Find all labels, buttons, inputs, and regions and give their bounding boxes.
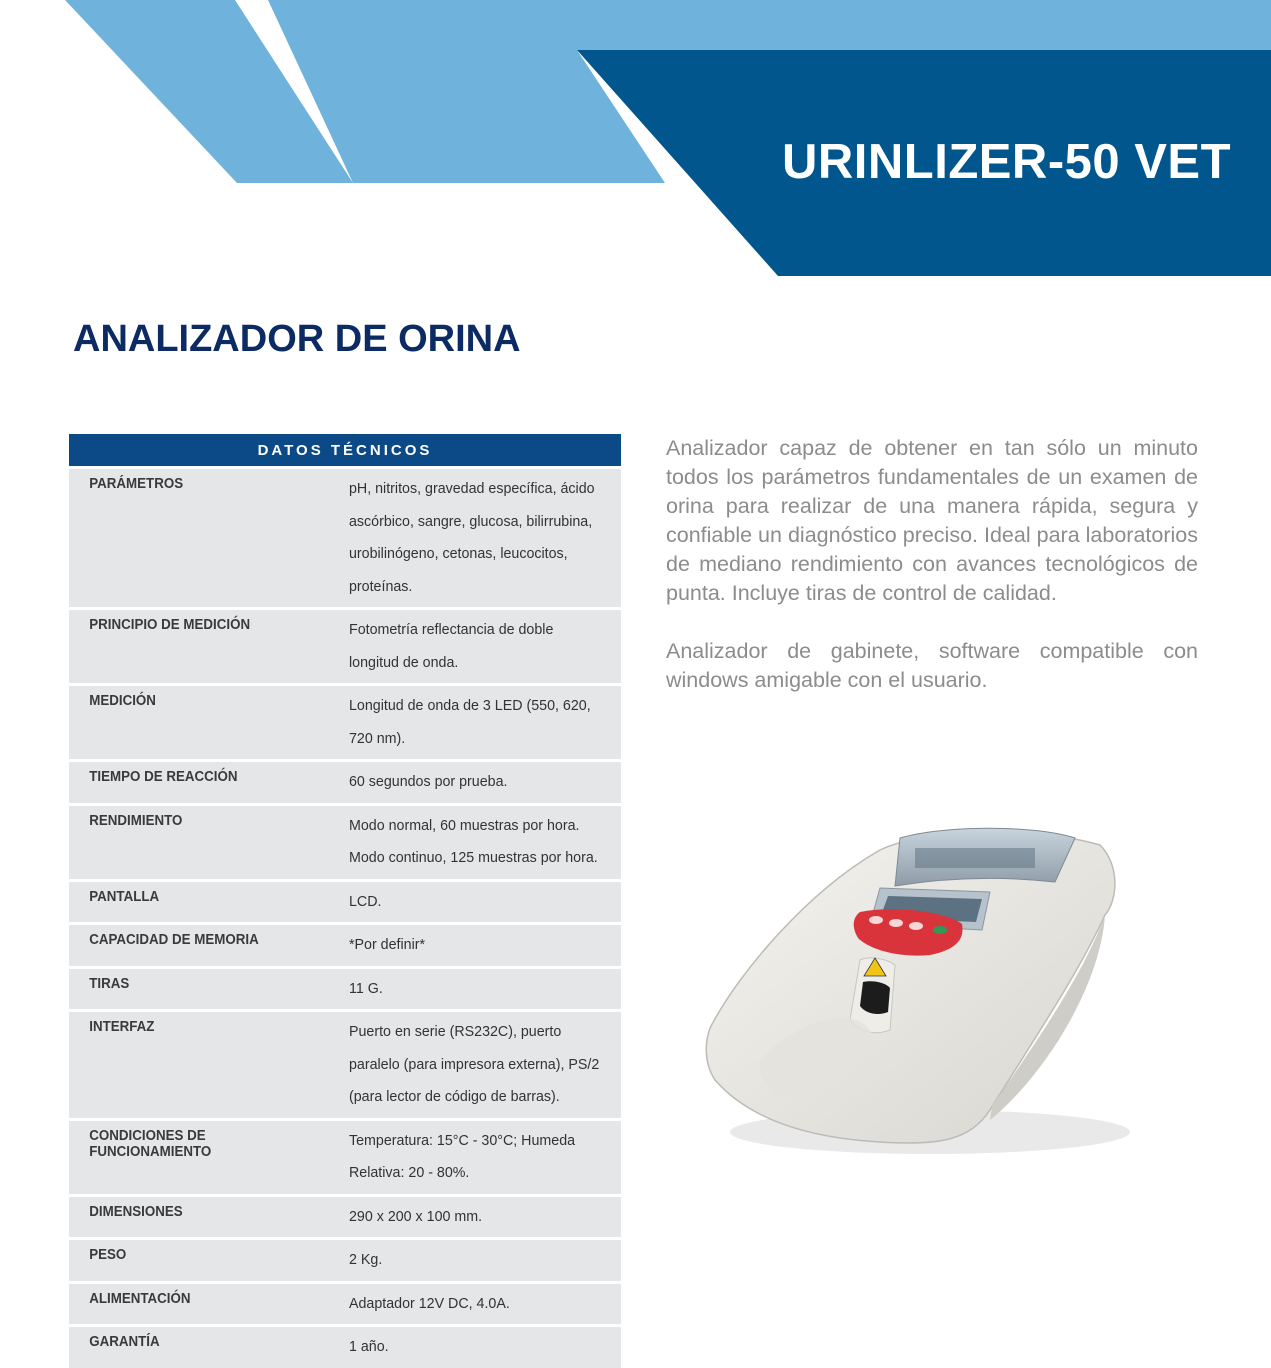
spec-value: [327, 882, 621, 923]
product-title: URINLIZER-50 VET: [782, 135, 1232, 189]
spec-row-interfaz: [69, 1012, 621, 1118]
spec-value-text: Fotometría reflectancia de doble longitud de onda.: [349, 621, 554, 671]
spec-label: TIRAS: [89, 975, 130, 992]
product-description: [666, 434, 1198, 724]
spec-value: [327, 1197, 621, 1238]
spec-value-text: Puerto en serie (RS232C), puerto paralelo (para impresora externa), PS/2 (para lector de código de barras).: [349, 1023, 600, 1105]
spec-label: INTERFAZ: [89, 1019, 155, 1035]
spec-value: [327, 469, 621, 607]
spec-value-text: LCD.: [349, 892, 382, 910]
spec-value: [327, 969, 621, 1010]
spec-value: [327, 1121, 621, 1194]
spec-row-peso: [69, 1240, 621, 1281]
spec-value-text: 2 Kg.: [349, 1251, 383, 1268]
spec-label: PARÁMETROS: [89, 476, 184, 492]
spec-value: [327, 686, 621, 759]
urinalyzer-device-image: [700, 820, 1130, 1160]
spec-value: [327, 806, 621, 879]
spec-row-tiempo: [69, 762, 621, 803]
spec-row-condiciones: [69, 1121, 621, 1194]
spec-value-text: 290 x 200 x 100 mm.: [349, 1207, 483, 1225]
spec-value: [327, 1327, 621, 1368]
spec-row-memoria: [69, 925, 621, 966]
spec-label: RENDIMIENTO: [89, 812, 183, 829]
spec-value: [327, 762, 621, 803]
spec-row-garantia: [69, 1327, 621, 1368]
spec-value-text: *Por definir*: [349, 936, 426, 953]
spec-label: CAPACIDAD DE MEMORIA: [89, 932, 259, 948]
spec-value-text: 11 G.: [349, 979, 383, 997]
spec-label: CONDICIONES DE FUNCIONAMIENTO: [89, 1127, 212, 1160]
description-paragraph: Analizador capaz de obtener en tan sólo un minuto todos los parámetros fundamentales de un examen de orina para realizar de una manera rápida, segura y confiable un diagnóstico preciso. Ideal para laboratorios de mediano rendimiento con avances tecnológicos de punta. Incluye tiras de control de calidad.: [666, 436, 1198, 605]
spec-label: GARANTÍA: [89, 1334, 160, 1350]
spec-label: MEDICIÓN: [89, 693, 156, 709]
spec-row-tiras: [69, 969, 621, 1010]
description-paragraph: Analizador de gabinete, software compatible con windows amigable con el usuario.: [666, 639, 1198, 692]
spec-label: DIMENSIONES: [89, 1203, 183, 1220]
spec-row-pantalla: [69, 882, 621, 923]
spec-row-rendimiento: [69, 806, 621, 879]
spec-label: PANTALLA: [89, 888, 160, 905]
spec-value: [327, 610, 621, 683]
specs-table: [69, 434, 621, 1368]
spec-row-dimensiones: [69, 1197, 621, 1238]
spec-value: [327, 1012, 621, 1118]
spec-value-text: Temperatura: 15°C - 30°C; Humeda Relativa: 20 - 80%.: [349, 1131, 576, 1181]
spec-value-text: Adaptador 12V DC, 4.0A.: [349, 1294, 510, 1312]
spec-label: PESO: [89, 1247, 127, 1263]
spec-value-text: 60 segundos por prueba.: [349, 773, 508, 790]
spec-value: [327, 1240, 621, 1281]
page-subtitle: ANALIZADOR DE ORINA: [73, 318, 521, 360]
spec-value-text: pH, nitritos, gravedad específica, ácido ascórbico, sangre, glucosa, bilirrubina, urobilinógeno, cetonas, leucocitos, proteínas.: [349, 480, 595, 595]
spec-row-alimentacion: [69, 1284, 621, 1325]
spec-value-text: 1 año.: [349, 1338, 389, 1355]
specs-table-header: DATOS TÉCNICOS: [69, 434, 621, 466]
spec-value-text: Longitud de onda de 3 LED (550, 620, 720 nm).: [349, 697, 591, 747]
spec-row-principio: [69, 610, 621, 683]
spec-label: ALIMENTACIÓN: [89, 1290, 191, 1307]
spec-row-medicion: [69, 686, 621, 759]
spec-label: PRINCIPIO DE MEDICIÓN: [89, 617, 251, 633]
spec-label: TIEMPO DE REACCIÓN: [89, 769, 238, 785]
spec-row-parametros: [69, 469, 621, 607]
spec-value-text: Modo normal, 60 muestras por hora. Modo continuo, 125 muestras por hora.: [349, 816, 598, 866]
spec-value: [327, 1284, 621, 1325]
spec-value: [327, 925, 621, 966]
